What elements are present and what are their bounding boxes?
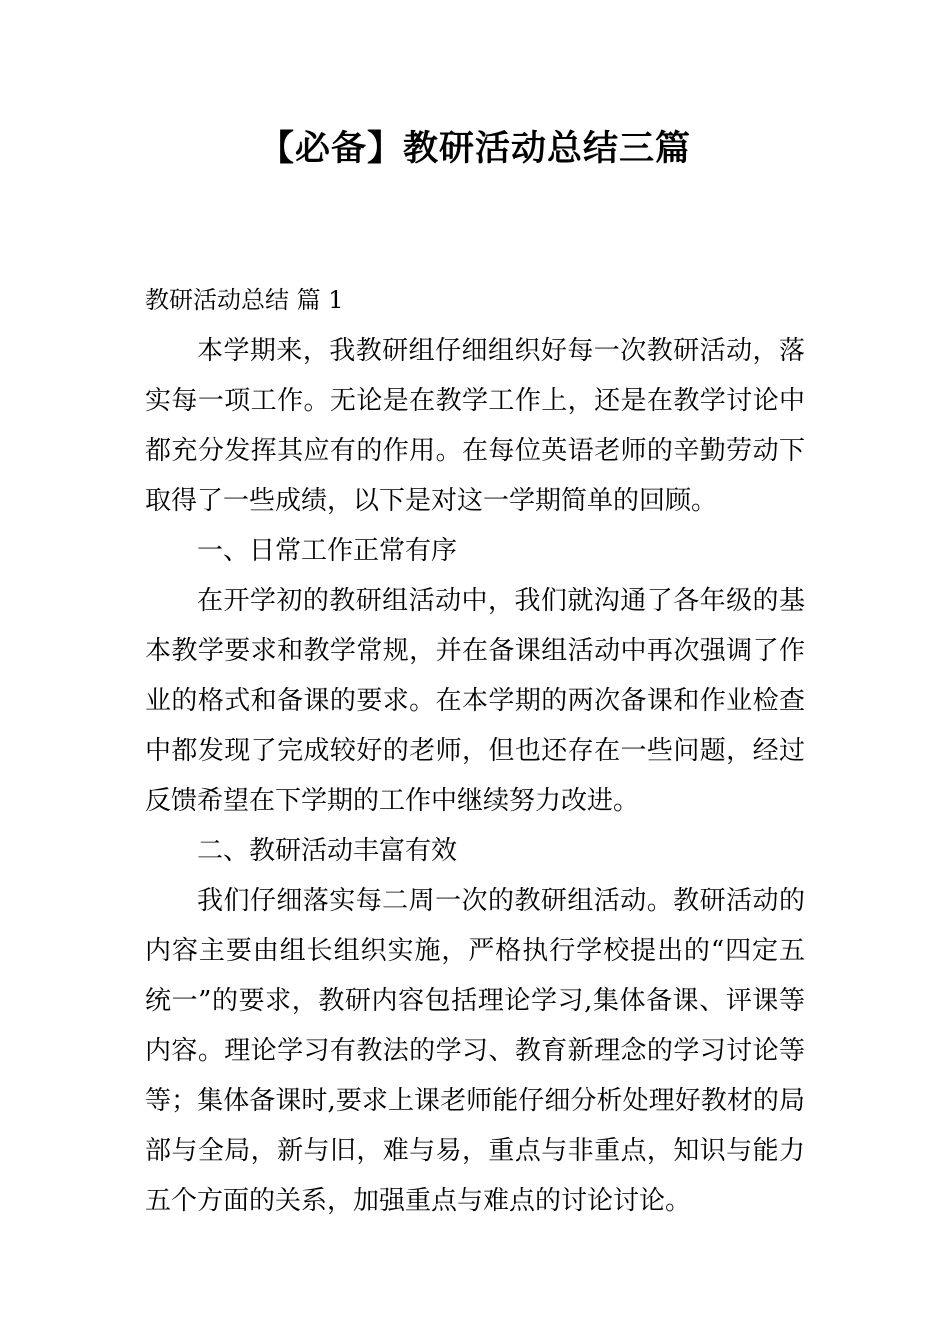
subheading-research-activities: 二、教研活动丰富有效 (197, 836, 458, 866)
subheading-daily-work: 一、日常工作正常有序 (197, 536, 458, 566)
document-body (145, 326, 805, 1226)
section-heading: 教研活动总结 篇 1 (145, 286, 344, 314)
paragraph-research-activities: 我们仔细落实每二周一次的教研组活动。教研活动的内容主要由组长组织实施，严格执行学校提出的“四定五统一”的要求，教研内容包括理论学习,集体备课、评课等内容。理论学习有教法的学习、教育新理念的学习讨论等等；集体备课时,要求上课老师能仔细分析处理好教材的局部与全局，新与旧，难与易，重点与非重点，知识与能力五个方面的关系，加强重点与难点的讨论讨论。 (145, 886, 805, 1216)
paragraph-daily-work: 在开学初的教研组活动中，我们就沟通了各年级的基本教学要求和教学常规，并在备课组活动中再次强调了作业的格式和备课的要求。在本学期的两次备课和作业检查中都发现了完成较好的老师，但也还存在一些问题，经过反馈希望在下学期的工作中继续努力改进。 (145, 586, 805, 816)
paragraph-intro: 本学期来，我教研组仔细组织好每一次教研活动，落实每一项工作。无论是在教学工作上，还是在教学讨论中都充分发挥其应有的作用。在每位英语老师的辛勤劳动下取得了一些成绩，以下是对这一学期简单的回顾。 (145, 336, 805, 516)
document-title: 【必备】教研活动总结三篇 (258, 129, 691, 169)
